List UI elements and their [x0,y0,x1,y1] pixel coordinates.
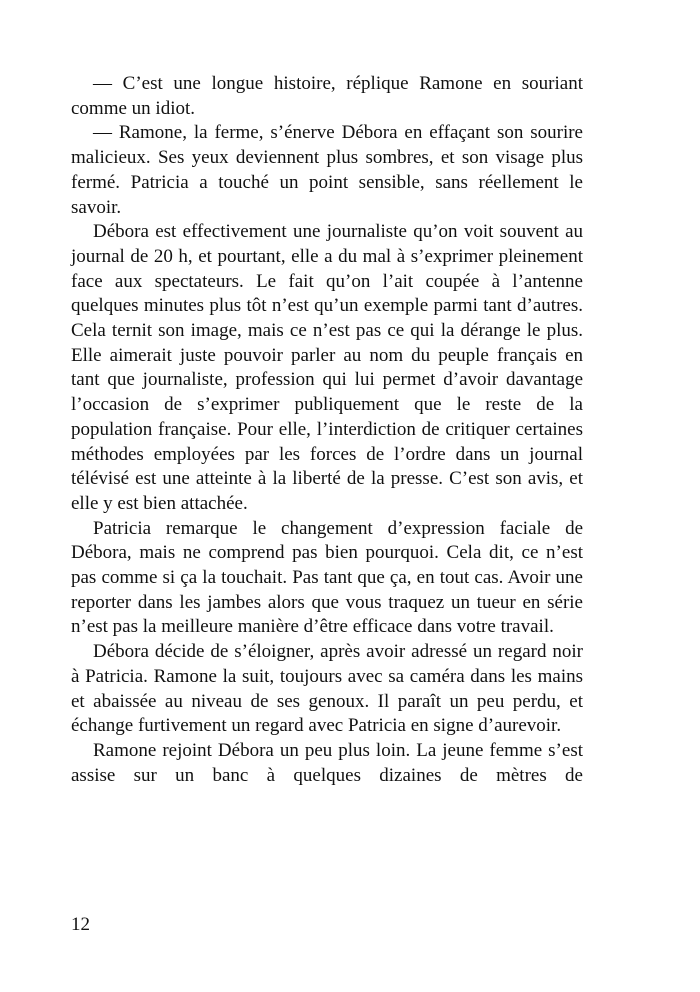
paragraph-patricia-remarks: Patricia remarque le changement d’expression faciale de Débora, mais ne comprend pas bien pourquoi. Cela dit, ce n’est pas comme si ça la touchait. Pas tant que ça, en tout cas. Avoir une reporter dans les jambes alors que vous traquez un tueur en série n’est pas la meilleure manière d’être efficace dans votre travail. [71,517,583,638]
paragraph-debora-journalist: Débora est effectivement une journaliste qu’on voit souvent au journal de 20 h, et pourtant, elle a du mal à s’exprimer pleinement face aux spectateurs. Le fait qu’on l’ait coupée à l’antenne quelques minutes plus tôt n’est qu’un exemple parmi tant d’autres. Cela ternit son image, mais ce n’est pas ce qui la dérange le plus. Elle aimerait juste pouvoir parler au nom du peuple français en tant que journaliste, profession qui lui permet d’avoir davantage l’occasion de s’exprimer publiquement que le reste de la population française. Pour elle, l’interdiction de critiquer certaines méthodes employées par les forces de l’ordre dans un journal télévisé est une atteinte à la liberté de la presse. C’est son avis, et elle y est bien attachée. [71,221,583,514]
page-number: 12 [71,914,90,935]
paragraph-dialogue-debora: — Ramone, la ferme, s’énerve Débora en effaçant son sourire malicieux. Ses yeux deviennent plus sombres, et son visage plus fermé. Patricia a touché un point sensible, sans réellement le savoir. [71,122,583,218]
paragraph-debora-leaves: Débora décide de s’éloigner, après avoir adressé un regard noir à Patricia. Ramone la suit, toujours avec sa caméra dans les mains et abaissée au niveau de ses genoux. Il paraît un peu perdu, et échange furtivement un regard avec Patricia en signe d’aurevoir. [71,641,583,737]
paragraph-ramone-rejoins: Ramone rejoint Débora un peu plus loin. La jeune femme s’est assise sur un banc à quelques dizaines de mètres de [71,739,583,786]
paragraph-dialogue-ramone: — C’est une longue histoire, réplique Ramone en souriant comme un idiot. [71,73,583,119]
page-body [71,72,583,788]
